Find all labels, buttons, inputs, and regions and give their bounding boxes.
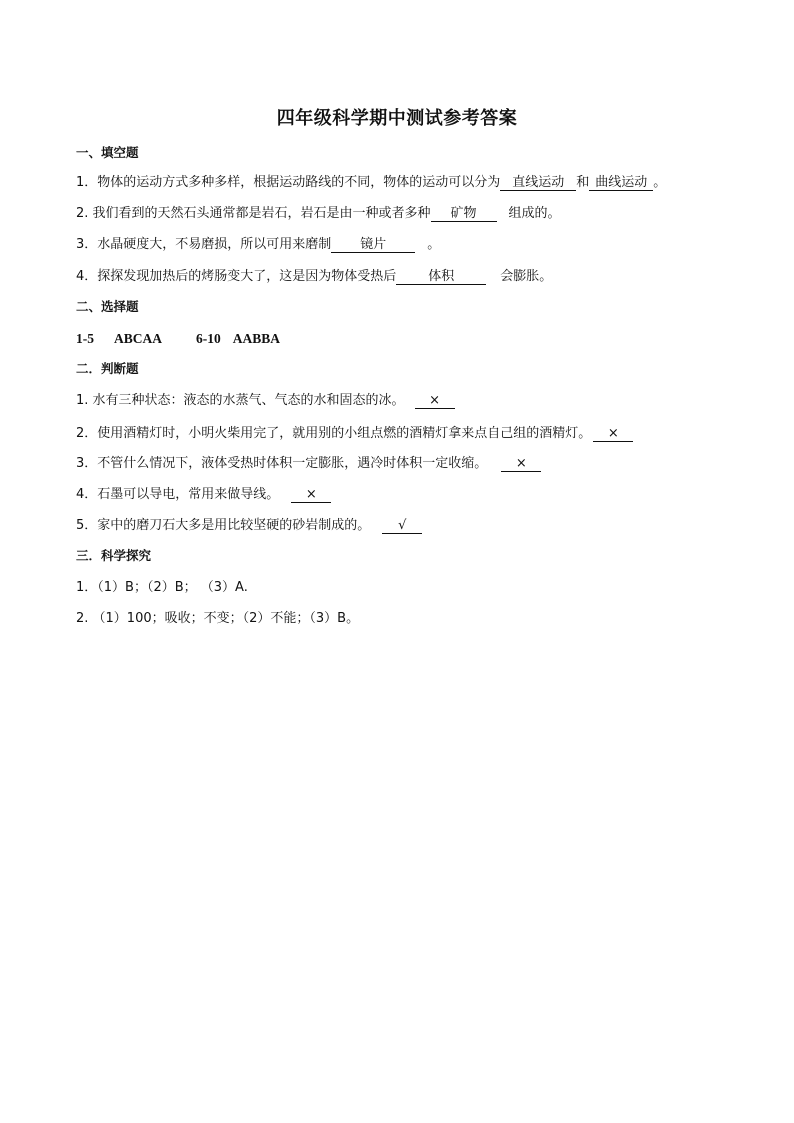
fill-question-1-answer-1: 直线运动 <box>500 175 576 191</box>
fill-question-1-connector: 和 <box>576 175 590 190</box>
tf-question-1 <box>76 392 455 410</box>
fill-question-1-end: 。 <box>653 175 667 190</box>
tf-question-2 <box>76 425 633 443</box>
multiple-choice-answers <box>76 330 280 348</box>
mc-group-1-label: 1-5 <box>76 331 94 346</box>
tf-question-5 <box>76 517 422 535</box>
fill-question-1 <box>76 174 666 192</box>
inquiry-answer-2: 2. （1）100；吸收；不变；（2）不能；（3）B。 <box>76 611 360 626</box>
fill-question-3-end: 。 <box>427 237 441 252</box>
tf-question-3-text: 3．不管什么情况下，液体受热时体积一定膨胀，遇冷时体积一定收缩。 <box>76 456 488 471</box>
fill-question-2 <box>76 205 561 223</box>
mc-group-1-answers: ABCAA <box>114 331 163 346</box>
tf-question-4 <box>76 486 331 504</box>
fill-question-2-answer: 矿物 <box>431 206 497 222</box>
tf-question-2-answer: × <box>593 426 633 442</box>
mc-group-2-label: 6-10 <box>196 331 221 346</box>
fill-question-4-text: 4．探探发现加热后的烤肠变大了，这是因为物体受热后 <box>76 269 397 284</box>
fill-question-1-text: 1．物体的运动方式多种多样，根据运动路线的不同，物体的运动可以分为 <box>76 175 501 190</box>
section-heading-fill-in: 一、填空题 <box>76 145 139 160</box>
tf-question-5-text: 5．家中的磨刀石大多是用比较坚硬的砂岩制成的。 <box>76 518 371 533</box>
tf-question-3 <box>76 455 541 473</box>
tf-question-3-answer: × <box>501 456 541 472</box>
section-heading-multiple-choice: 二、选择题 <box>76 299 139 314</box>
tf-question-1-text: 1. 水有三种状态：液态的水蒸气、气态的水和固态的冰。 <box>76 393 405 408</box>
page-title: 四年级科学期中测试参考答案 <box>276 108 518 129</box>
tf-question-4-text: 4．石墨可以导电，常用来做导线。 <box>76 487 280 502</box>
section-heading-inquiry: 三．科学探究 <box>76 548 152 563</box>
fill-question-2-end: 组成的。 <box>508 206 561 221</box>
fill-question-3-answer: 镜片 <box>331 237 415 253</box>
tf-question-1-answer: × <box>415 393 455 409</box>
tf-question-4-answer: × <box>291 487 331 503</box>
tf-question-5-answer: √ <box>382 518 422 534</box>
fill-question-3-text: 3．水晶硬度大，不易磨损，所以可用来磨制 <box>76 237 332 252</box>
tf-question-2-text: 2．使用酒精灯时，小明火柴用完了，就用别的小组点燃的酒精灯拿来点自己组的酒精灯。 <box>76 426 592 441</box>
fill-question-1-answer-2: 曲线运动 <box>589 175 653 191</box>
section-heading-true-false: 二．判断题 <box>76 361 139 376</box>
mc-group-2-answers: AABBA <box>232 331 281 346</box>
inquiry-answer-1: 1．（1）B；（2）B； （3）A. <box>76 580 248 595</box>
fill-question-4-end: 会膨胀。 <box>500 269 553 284</box>
fill-question-4-answer: 体积 <box>396 269 486 285</box>
fill-question-4 <box>76 268 552 286</box>
fill-question-2-text: 2. 我们看到的天然石头通常都是岩石，岩石是由一种或者多种 <box>76 206 431 221</box>
fill-question-3 <box>76 236 440 254</box>
